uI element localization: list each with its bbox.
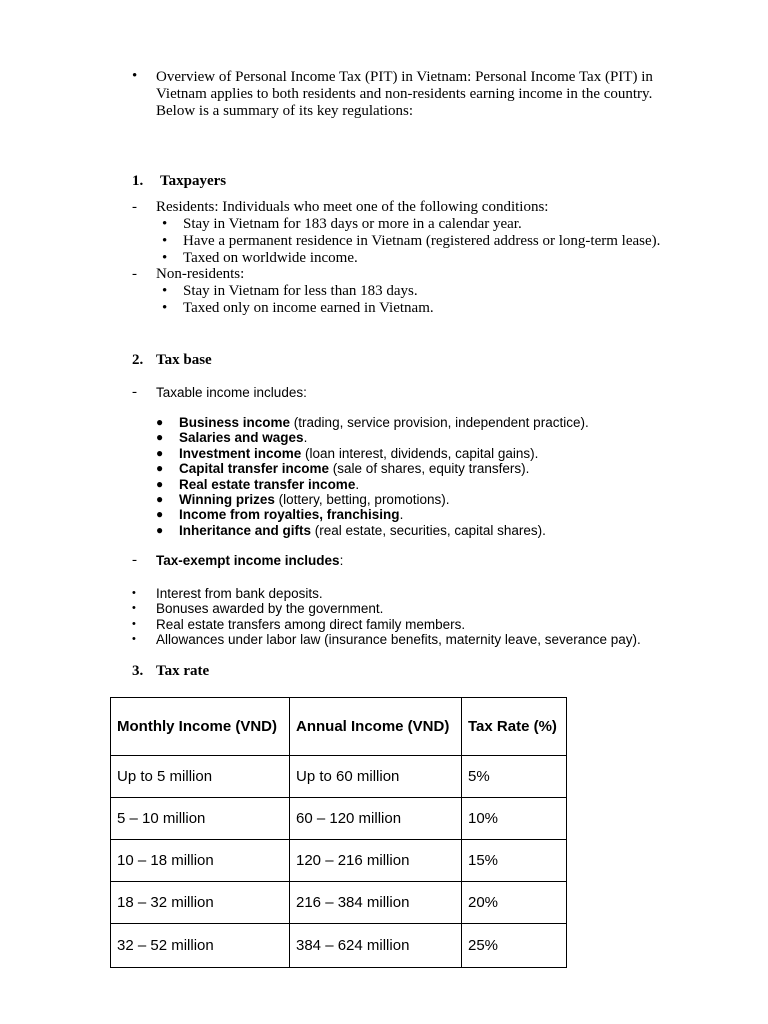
list-item: Taxed on worldwide income. xyxy=(183,250,358,266)
list-item: Stay in Vietnam for 183 days or more in a calendar year. xyxy=(183,216,522,232)
intro-bullet-icon: • xyxy=(132,68,138,84)
section-number: 3. xyxy=(132,663,144,679)
list-item xyxy=(156,415,676,430)
dash-marker: - xyxy=(132,266,137,282)
list-item xyxy=(156,477,676,492)
bullet-icon: • xyxy=(132,602,136,615)
table-cell: 120 – 216 million xyxy=(290,840,462,882)
bullet-icon: ● xyxy=(156,430,164,445)
table-row xyxy=(111,840,567,882)
dash-marker: - xyxy=(132,552,137,568)
residents-label: Residents: Individuals who meet one of the following conditions: xyxy=(156,199,549,215)
table-cell: 60 – 120 million xyxy=(290,798,462,840)
bullet-icon: ● xyxy=(156,461,164,476)
taxable-list xyxy=(156,415,676,538)
table-row xyxy=(111,924,567,968)
table-header-row xyxy=(111,698,567,756)
list-item xyxy=(132,601,692,616)
table-row xyxy=(111,882,567,924)
item-text: Bonuses awarded by the government. xyxy=(156,601,384,617)
exempt-label-rest: : xyxy=(339,553,344,568)
list-item xyxy=(132,586,692,601)
table-cell: 384 – 624 million xyxy=(290,924,462,968)
section-heading: Tax rate xyxy=(156,663,210,679)
table-cell: 5% xyxy=(462,756,567,798)
intro-line: Vietnam applies to both residents and non-residents earning income in the country. xyxy=(156,86,653,102)
tax-rate-table xyxy=(110,697,567,968)
table-cell: 18 – 32 million xyxy=(111,882,290,924)
list-item: Taxed only on income earned in Vietnam. xyxy=(183,300,434,316)
item-text: Interest from bank deposits. xyxy=(156,586,323,601)
table-cell: Up to 60 million xyxy=(290,756,462,798)
bullet-icon: • xyxy=(162,283,168,299)
list-item: Have a permanent residence in Vietnam (registered address or long-term lease). xyxy=(183,233,661,249)
exempt-list xyxy=(132,586,692,648)
bullet-icon: ● xyxy=(156,507,164,522)
bullet-icon: • xyxy=(162,216,168,232)
item-bold: Income from royalties, franchising xyxy=(179,507,400,523)
list-item xyxy=(156,492,676,507)
list-item xyxy=(156,523,676,538)
item-rest: (real estate, securities, capital shares). xyxy=(311,522,546,538)
bullet-icon: • xyxy=(132,633,136,646)
item-text: Real estate transfers among direct family members. xyxy=(156,616,466,632)
header-cell: Tax Rate (%) xyxy=(462,698,567,756)
bullet-icon: ● xyxy=(156,492,164,507)
list-item xyxy=(156,446,676,461)
list-item xyxy=(132,617,692,632)
table-cell: 20% xyxy=(462,882,567,924)
bullet-icon: • xyxy=(162,250,168,266)
list-item xyxy=(132,632,692,647)
item-rest: (sale of shares, equity transfers). xyxy=(329,461,530,477)
item-rest: . xyxy=(303,430,308,446)
table-cell: 5 – 10 million xyxy=(111,798,290,840)
dash-marker: - xyxy=(132,384,137,400)
table-cell: 10% xyxy=(462,798,567,840)
table-cell: 32 – 52 million xyxy=(111,924,290,968)
intro-line: Overview of Personal Income Tax (PIT) in Vietnam: Personal Income Tax (PIT) in xyxy=(156,69,653,85)
bullet-icon: ● xyxy=(156,522,164,537)
item-rest: (loan interest, dividends, capital gains). xyxy=(301,445,539,461)
exempt-label-bold: Tax-exempt income includes xyxy=(156,553,340,568)
item-bold: Investment income xyxy=(179,445,302,461)
item-rest: (trading, service provision, independent practice). xyxy=(290,415,589,430)
header-cell: Annual Income (VND) xyxy=(290,698,462,756)
item-rest: . xyxy=(355,476,360,492)
exempt-label xyxy=(156,553,343,568)
item-bold: Capital transfer income xyxy=(179,461,330,477)
table-cell: 25% xyxy=(462,924,567,968)
list-item xyxy=(156,507,676,522)
table-cell: 216 – 384 million xyxy=(290,882,462,924)
table-cell: Up to 5 million xyxy=(111,756,290,798)
section-number: 2. xyxy=(132,352,144,368)
intro-line: Below is a summary of its key regulations: xyxy=(156,103,414,119)
item-bold: Winning prizes xyxy=(179,492,275,508)
dash-marker: - xyxy=(132,199,137,215)
item-bold: Business income xyxy=(179,415,291,430)
bullet-icon: • xyxy=(132,587,136,599)
item-bold: Inheritance and gifts xyxy=(179,522,312,538)
table-row xyxy=(111,756,567,798)
table-row xyxy=(111,798,567,840)
header-cell: Monthly Income (VND) xyxy=(111,698,290,756)
table-cell: 10 – 18 million xyxy=(111,840,290,882)
bullet-icon: • xyxy=(132,617,136,630)
item-text: Allowances under labor law (insurance benefits, maternity leave, severance pay). xyxy=(156,632,641,648)
bullet-icon: ● xyxy=(156,415,164,429)
bullet-icon: • xyxy=(162,233,168,249)
item-rest: (lottery, betting, promotions). xyxy=(274,492,450,508)
intro-paragraph xyxy=(156,69,716,120)
bullet-icon: • xyxy=(162,300,168,316)
list-item xyxy=(156,461,676,476)
bullet-icon: ● xyxy=(156,476,164,491)
taxable-label: Taxable income includes: xyxy=(156,385,307,400)
section-heading: Tax base xyxy=(156,352,212,368)
item-rest: . xyxy=(399,507,404,523)
non-residents-label: Non-residents: xyxy=(156,266,245,282)
item-bold: Real estate transfer income xyxy=(179,476,356,492)
list-item xyxy=(156,430,676,445)
item-bold: Salaries and wages xyxy=(179,430,304,446)
section-number: 1. xyxy=(132,173,144,189)
bullet-icon: ● xyxy=(156,445,164,460)
table-cell: 15% xyxy=(462,840,567,882)
list-item: Stay in Vietnam for less than 183 days. xyxy=(183,283,418,299)
section-heading: Taxpayers xyxy=(160,173,227,189)
